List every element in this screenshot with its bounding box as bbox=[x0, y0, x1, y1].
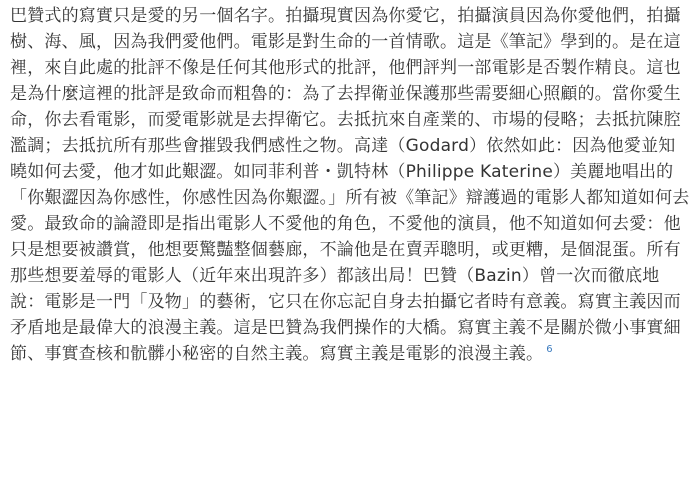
article-paragraph bbox=[10, 3, 692, 367]
paragraph-text: 巴贊式的寫實只是愛的另一個名字。拍攝現實因為你愛它，拍攝演員因為你愛他們，拍攝樹、海、風，因為我們愛他們。電影是對生命的一首情歌。這是《筆記》學到的。是在這裡，來自此處的批評不像是任何其他形式的批評，他們評判一部電影是否製作精良。這也是為什麼這裡的批評是致命而粗魯的：為了去捍衛並保護那些需要細心照顧的。當你愛生命，你去看電影，而愛電影就是去捍衛它。去抵抗來自產業的、市場的侵略；去抵抗陳腔濫調；去抵抗所有那些會摧毀我們感性之物。高達（Godard）依然如此：因為他愛並知曉如何去愛，他才如此艱澀。如同菲利普・凱特林（Philippe Katerine）美麗地唱出的「你艱澀因為你感性，你感性因為你艱澀。」所有被《筆記》辯護過的電影人都知道如何去愛。最致命的論證即是指出電影人不愛他的角色，不愛他的演員，他不知道如何去愛：他只是想要被讚賞，他想要驚豔整個藝廊，不論他是在賣弄聰明，或更糟，是個混蛋。所有那些想要羞辱的電影人（近年來出現許多）都該出局！巴贊（Bazin）曾一次而徹底地說：電影是一門「及物」的藝術，它只在你忘記自身去拍攝它者時有意義。寫實主義因而矛盾地是最偉大的浪漫主義。這是巴贊為我們操作的大橋。寫實主義不是關於微小事實細節、事實查核和骯髒小秘密的自然主義。寫實主義是電影的浪漫主義。 bbox=[10, 6, 690, 364]
footnote-link[interactable]: 6 bbox=[546, 344, 553, 356]
